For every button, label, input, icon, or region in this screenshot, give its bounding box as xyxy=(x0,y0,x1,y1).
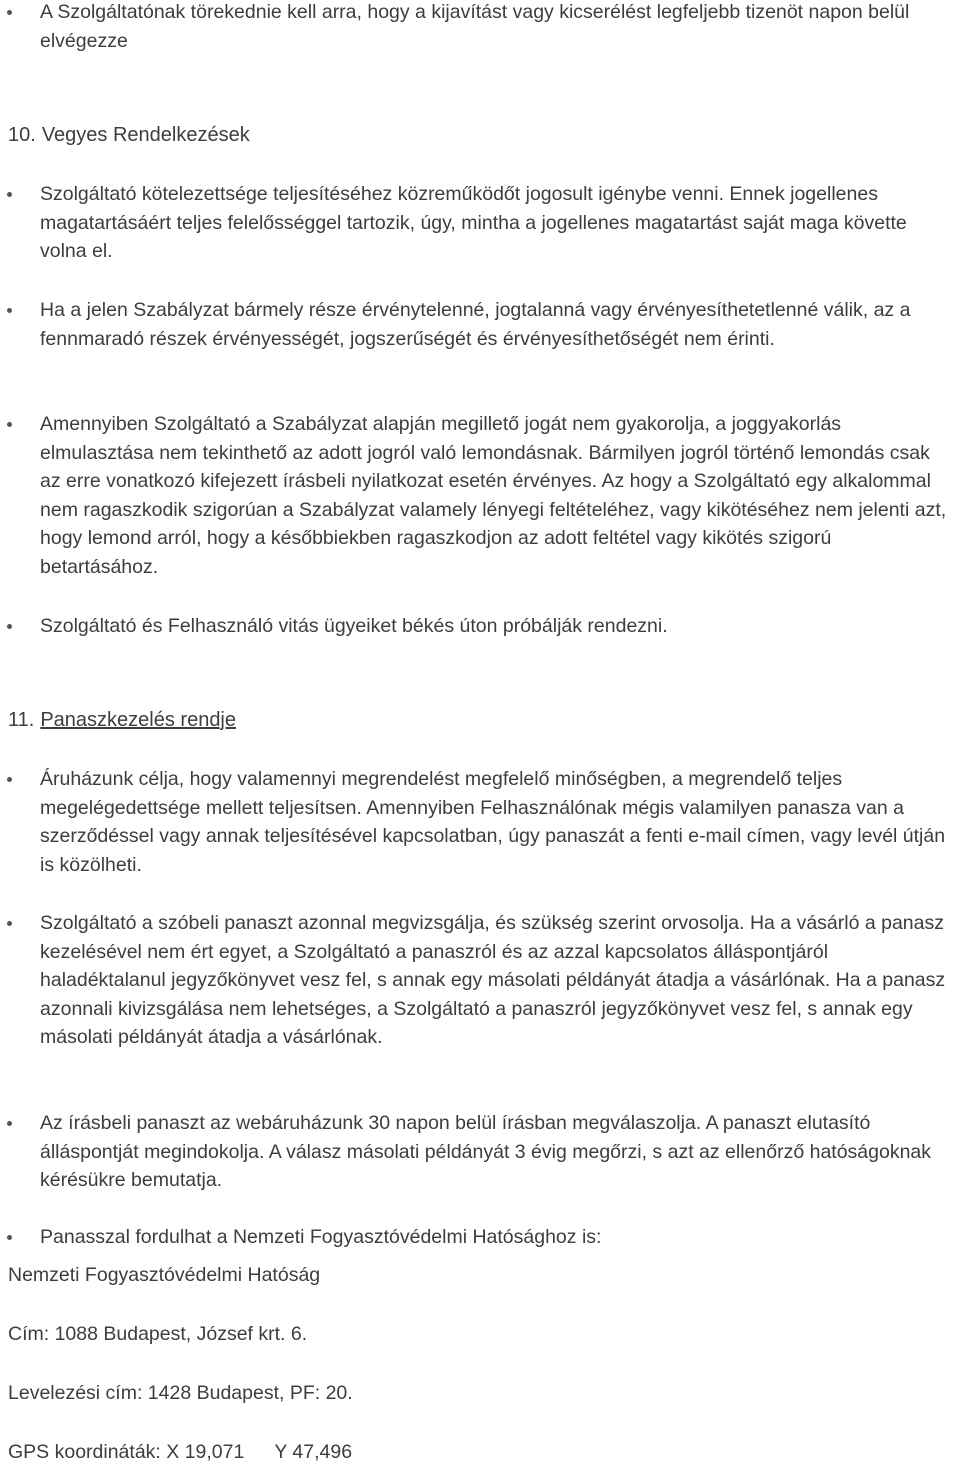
bullet-icon xyxy=(7,1121,12,1126)
section-number: 10. xyxy=(8,124,36,146)
gps-coordinates xyxy=(8,1438,352,1467)
list-item-text: Szolgáltató kötelezettsége teljesítéséhez közreműködőt jogosult igénybe venni. Ennek jogellenes magatartásáért teljes felelősséggel tartozik, úgy, mintha a jogellenes magatartást saját maga követte volna el. xyxy=(40,183,907,262)
section-heading xyxy=(8,121,250,150)
bullet-icon xyxy=(7,921,12,926)
authority-name: Nemzeti Fogyasztóvédelmi Hatóság xyxy=(8,1264,321,1286)
list-item-text: Szolgáltató és Felhasználó vitás ügyeiket békés úton próbálják rendezni. xyxy=(40,615,668,637)
gps-y: Y 47,496 xyxy=(274,1441,353,1463)
list-item-text: Panasszal fordulhat a Nemzeti Fogyasztóvédelmi Hatósághoz is: xyxy=(40,1226,602,1248)
list-item xyxy=(40,909,952,1052)
list-item xyxy=(40,1109,952,1195)
list-item xyxy=(40,0,952,55)
list-item xyxy=(40,1223,952,1252)
list-item xyxy=(40,180,952,266)
list-item-text: Áruházunk célja, hogy valamennyi megrendelést megfelelő minőségben, a megrendelő teljes megelégedettsége mellett teljesítsen. Amennyiben Felhasználónak mégis valamilyen panasza van a szerződéssel vagy annak teljesítésével kapcsolatban, úgy panaszát a fenti e-mail címen, vagy levél útján is közölheti. xyxy=(40,768,946,876)
bullet-icon xyxy=(7,10,12,15)
bullet-icon xyxy=(7,192,12,197)
section-number: 11. xyxy=(8,709,35,731)
bullet-icon xyxy=(7,777,12,782)
section-heading xyxy=(8,706,236,735)
section-title: Panaszkezelés rendje xyxy=(40,709,237,731)
list-item xyxy=(40,765,952,879)
list-item xyxy=(40,612,952,641)
bullet-icon xyxy=(7,624,12,629)
bullet-icon xyxy=(7,1235,12,1240)
bullet-icon xyxy=(7,308,12,313)
list-item xyxy=(40,410,952,581)
list-item-text: Az írásbeli panaszt az webáruházunk 30 napon belül írásban megválaszolja. A panaszt elutasító álláspontját megindokolja. A válasz másolati példányát 3 évig megőrzi, s azt az ellenőrző hatóságoknak kérésükre bemutatja. xyxy=(40,1112,932,1191)
list-item-text: A Szolgáltatónak törekednie kell arra, hogy a kijavítást vagy kicserélést legfeljebb tizenöt napon belül elvégezze xyxy=(40,1,910,52)
list-item-text: Amennyiben Szolgáltató a Szabályzat alapján megillető jogát nem gyakorolja, a joggyakorlás elmulasztása nem tekinthető az adott jogról való lemondásnak. Bármilyen jogról történő lemondás csak az erre vonatkozó kifejezett írásbeli nyilatkozat esetén érvényes. Az hogy a Szolgáltató egy alkalommal nem ragaszkodik szigorúan a Szabályzat valamely lényegi feltételéhez, vagy kikötéséhez nem jelenti azt, hogy lemond arról, hogy a későbbiekben ragaszkodjon az adott feltétel vagy kikötés szigorú betartásához. xyxy=(40,413,947,578)
authority-postal-address: Levelezési cím: 1428 Budapest, PF: 20. xyxy=(8,1382,353,1404)
section-title: Vegyes Rendelkezések xyxy=(41,124,250,146)
list-item-text: Ha a jelen Szabályzat bármely része érvénytelenné, jogtalanná vagy érvényesíthetetlenné válik, az a fennmaradó részek érvényességét, jogszerűségét és érvényesíthetőségét nem érinti. xyxy=(40,299,911,350)
list-item xyxy=(40,296,952,353)
authority-address: Cím: 1088 Budapest, József krt. 6. xyxy=(8,1323,308,1345)
gps-x: GPS koordináták: X 19,071 xyxy=(8,1441,245,1463)
list-item-text: Szolgáltató a szóbeli panaszt azonnal megvizsgálja, és szükség szerint orvosolja. Ha a vásárló a panasz kezelésével nem ért egyet, a Szolgáltató a panaszról és az azzal kapcsolatos álláspontjáról haladéktalanul jegyzőkönyvet vesz fel, s annak egy másolati példányát átadja a vásárlónak. Ha a panasz azonnali kivizsgálása nem lehetséges, a Szolgáltató a panaszról jegyzőkönyvet vesz fel, s annak egy másolati példányát átadja a vásárlónak. xyxy=(40,912,946,1048)
bullet-icon xyxy=(7,422,12,427)
